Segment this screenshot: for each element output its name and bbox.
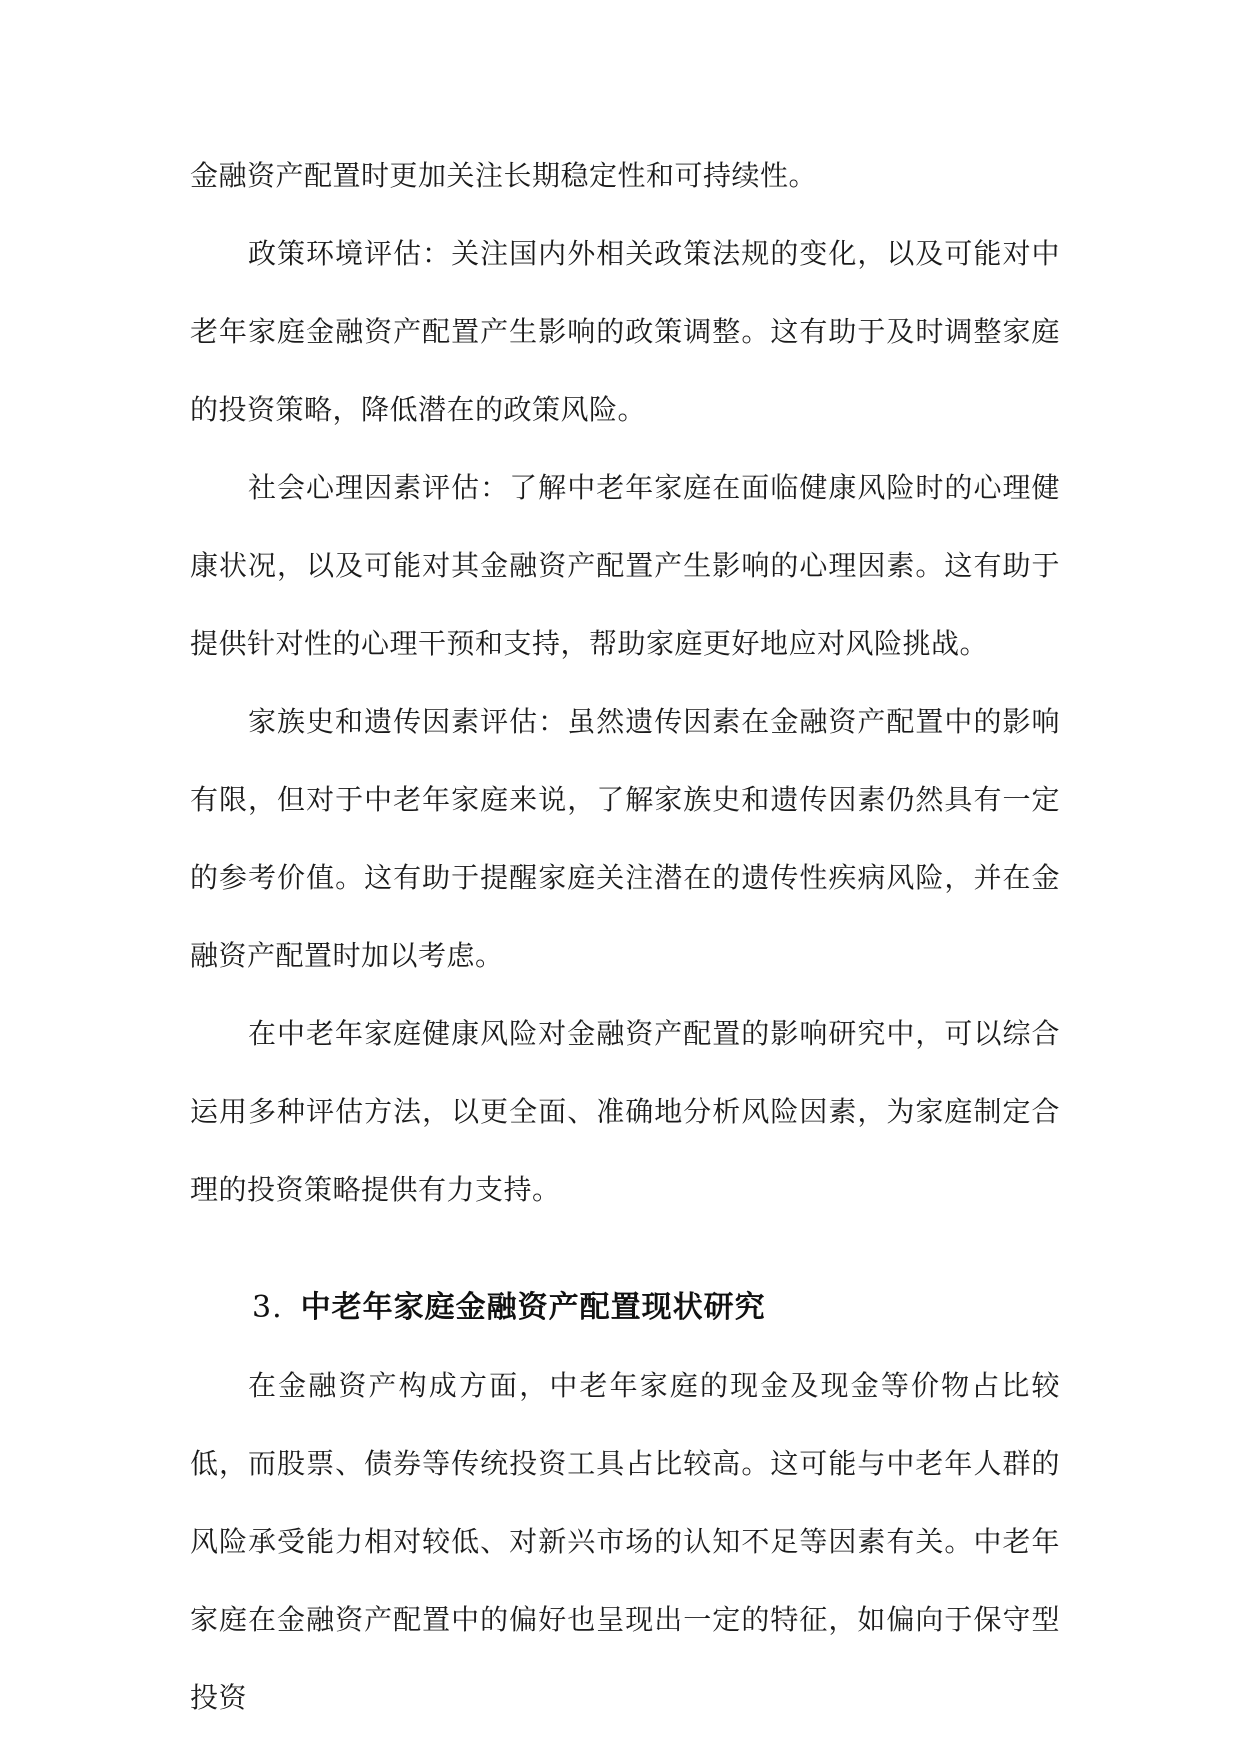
section-title: 中老年家庭金融资产配置现状研究 — [300, 1290, 766, 1325]
paragraph-asset-composition: 在金融资产构成方面，中老年家庭的现金及现金等价物占比较低，而股票、债券等传统投资工具占比较高。这可能与中老年人群的风险承受能力相对较低、对新兴市场的认知不足等因素有关。中老年家庭在金融资产配置中的偏好也呈现出一定的特征，如偏向于保守型投资 — [190, 1369, 1060, 1714]
paragraph-family-history: 家族史和遗传因素评估：虽然遗传因素在金融资产配置中的影响有限，但对于中老年家庭来说，了解家族史和遗传因素仍然具有一定的参考价值。这有助于提醒家庭关注潜在的遗传性疾病风险，并在金融资产配置时加以考虑。 — [190, 705, 1060, 972]
paragraph-continuation: 金融资产配置时更加关注长期稳定性和可持续性。 — [190, 159, 818, 192]
paragraph-social-psychology: 社会心理因素评估：了解中老年家庭在面临健康风险时的心理健康状况，以及可能对其金融资产配置产生影响的心理因素。这有助于提供针对性的心理干预和支持，帮助家庭更好地应对风险挑战。 — [190, 471, 1060, 660]
paragraph-policy-environment: 政策环境评估：关注国内外相关政策法规的变化，以及可能对中老年家庭金融资产配置产生影响的政策调整。这有助于及时调整家庭的投资策略，降低潜在的政策风险。 — [190, 237, 1060, 426]
section-number: 3. — [252, 1290, 283, 1325]
paragraph-summary: 在中老年家庭健康风险对金融资产配置的影响研究中，可以综合运用多种评估方法，以更全面、准确地分析风险因素，为家庭制定合理的投资策略提供有力支持。 — [190, 1017, 1060, 1206]
section-heading — [190, 1269, 1060, 1347]
document-body — [190, 137, 1060, 1737]
